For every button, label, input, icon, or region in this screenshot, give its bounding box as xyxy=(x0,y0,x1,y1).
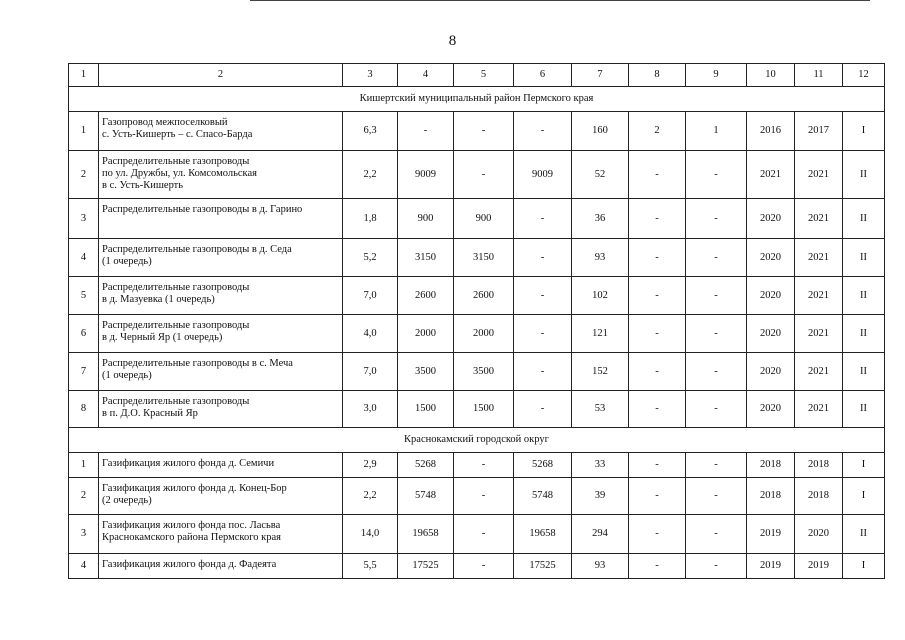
value-cell-c10: 2018 xyxy=(747,453,795,478)
value-cell-c4: 900 xyxy=(398,199,454,239)
value-cell-c5: - xyxy=(454,151,514,199)
column-header: 9 xyxy=(686,64,747,87)
value-cell-c7: 93 xyxy=(572,554,629,579)
value-cell-c9: - xyxy=(686,239,747,277)
value-cell-c11: 2021 xyxy=(795,277,843,315)
page-number: 8 xyxy=(448,33,457,49)
column-header-row xyxy=(69,64,885,87)
value-cell-c7: 152 xyxy=(572,353,629,391)
table-row xyxy=(69,199,885,239)
object-name-line: Газификация жилого фонда пос. Ласьва xyxy=(102,520,281,531)
value-cell-c11: 2020 xyxy=(795,515,843,554)
value-cell-c3: 1,8 xyxy=(343,199,398,239)
object-name-line: Распределительные газопроводы xyxy=(102,396,250,407)
value-cell-c7: 33 xyxy=(572,453,629,478)
value-cell-c5: - xyxy=(454,515,514,554)
value-cell-c8: - xyxy=(629,554,686,579)
table-row xyxy=(69,478,885,515)
value-cell-c8: - xyxy=(629,478,686,515)
value-cell-c11: 2018 xyxy=(795,478,843,515)
value-cell-c6: - xyxy=(514,277,572,315)
value-cell-c5: - xyxy=(454,478,514,515)
value-cell-c9: - xyxy=(686,515,747,554)
table-row xyxy=(69,277,885,315)
value-cell-c4: 5748 xyxy=(398,478,454,515)
value-cell-c7: 39 xyxy=(572,478,629,515)
object-name-line: в д. Черный Яр (1 очередь) xyxy=(102,332,223,343)
object-name-line: (1 очередь) xyxy=(102,370,152,381)
row-number-cell: 7 xyxy=(69,353,99,391)
row-number-cell: 1 xyxy=(69,112,99,151)
object-name-line: в д. Мазуевка (1 очередь) xyxy=(102,294,215,305)
value-cell-c11: 2021 xyxy=(795,199,843,239)
object-name-cell xyxy=(99,515,343,554)
value-cell-c6: - xyxy=(514,112,572,151)
value-cell-c10: 2019 xyxy=(747,554,795,579)
value-cell-c4: 2600 xyxy=(398,277,454,315)
object-name-cell xyxy=(99,554,343,579)
value-cell-c3: 7,0 xyxy=(343,277,398,315)
value-cell-c4: 2000 xyxy=(398,315,454,353)
value-cell-c6: - xyxy=(514,199,572,239)
object-name-cell xyxy=(99,239,343,277)
section-title: Краснокамский городской округ xyxy=(69,428,885,453)
value-cell-c12: I xyxy=(843,112,885,151)
value-cell-c6: 19658 xyxy=(514,515,572,554)
object-name-line: с. Усть-Кишерть – с. Спасо-Барда xyxy=(102,129,253,140)
value-cell-c10: 2018 xyxy=(747,478,795,515)
value-cell-c8: - xyxy=(629,453,686,478)
row-number-cell: 3 xyxy=(69,199,99,239)
value-cell-c4: - xyxy=(398,112,454,151)
table-row xyxy=(69,391,885,428)
value-cell-c3: 7,0 xyxy=(343,353,398,391)
object-name-cell xyxy=(99,199,343,239)
value-cell-c4: 17525 xyxy=(398,554,454,579)
value-cell-c8: - xyxy=(629,239,686,277)
object-name-cell xyxy=(99,315,343,353)
value-cell-c7: 102 xyxy=(572,277,629,315)
value-cell-c11: 2021 xyxy=(795,315,843,353)
row-number-cell: 1 xyxy=(69,453,99,478)
value-cell-c8: - xyxy=(629,391,686,428)
object-name-line: (2 очередь) xyxy=(102,495,152,506)
value-cell-c9: - xyxy=(686,151,747,199)
table-row xyxy=(69,554,885,579)
value-cell-c10: 2021 xyxy=(747,151,795,199)
column-header: 7 xyxy=(572,64,629,87)
row-number-cell: 2 xyxy=(69,478,99,515)
section-header-row xyxy=(69,87,885,112)
value-cell-c8: - xyxy=(629,353,686,391)
column-header: 1 xyxy=(69,64,99,87)
value-cell-c11: 2021 xyxy=(795,353,843,391)
value-cell-c7: 160 xyxy=(572,112,629,151)
value-cell-c3: 5,2 xyxy=(343,239,398,277)
value-cell-c12: II xyxy=(843,515,885,554)
value-cell-c6: 17525 xyxy=(514,554,572,579)
object-name-line: в с. Усть-Кишерть xyxy=(102,180,184,191)
value-cell-c7: 121 xyxy=(572,315,629,353)
value-cell-c9: 1 xyxy=(686,112,747,151)
value-cell-c4: 9009 xyxy=(398,151,454,199)
value-cell-c7: 294 xyxy=(572,515,629,554)
value-cell-c11: 2021 xyxy=(795,239,843,277)
value-cell-c8: - xyxy=(629,199,686,239)
object-name-line: Распределительные газопроводы xyxy=(102,282,250,293)
value-cell-c4: 1500 xyxy=(398,391,454,428)
column-header: 3 xyxy=(343,64,398,87)
column-header: 11 xyxy=(795,64,843,87)
value-cell-c12: II xyxy=(843,391,885,428)
value-cell-c9: - xyxy=(686,391,747,428)
table-row xyxy=(69,515,885,554)
object-name-line: Газификация жилого фонда д. Фадеята xyxy=(102,559,277,570)
value-cell-c3: 2,9 xyxy=(343,453,398,478)
value-cell-c6: - xyxy=(514,353,572,391)
column-header: 6 xyxy=(514,64,572,87)
value-cell-c10: 2016 xyxy=(747,112,795,151)
value-cell-c10: 2020 xyxy=(747,391,795,428)
value-cell-c8: - xyxy=(629,151,686,199)
column-header: 12 xyxy=(843,64,885,87)
table-body xyxy=(69,64,885,579)
value-cell-c5: - xyxy=(454,112,514,151)
value-cell-c5: 2600 xyxy=(454,277,514,315)
value-cell-c12: II xyxy=(843,277,885,315)
value-cell-c3: 2,2 xyxy=(343,478,398,515)
value-cell-c5: 3150 xyxy=(454,239,514,277)
value-cell-c3: 14,0 xyxy=(343,515,398,554)
value-cell-c12: I xyxy=(843,554,885,579)
value-cell-c9: - xyxy=(686,554,747,579)
row-number-cell: 4 xyxy=(69,239,99,277)
value-cell-c11: 2021 xyxy=(795,391,843,428)
value-cell-c10: 2020 xyxy=(747,315,795,353)
value-cell-c11: 2018 xyxy=(795,453,843,478)
value-cell-c3: 5,5 xyxy=(343,554,398,579)
value-cell-c6: - xyxy=(514,315,572,353)
value-cell-c12: II xyxy=(843,239,885,277)
row-number-cell: 3 xyxy=(69,515,99,554)
value-cell-c6: - xyxy=(514,239,572,277)
object-name-cell xyxy=(99,277,343,315)
object-name-line: Распределительные газопроводы в д. Седа xyxy=(102,244,292,255)
column-header: 4 xyxy=(398,64,454,87)
object-name-cell xyxy=(99,151,343,199)
value-cell-c6: 5268 xyxy=(514,453,572,478)
section-title: Кишертский муниципальный район Пермского края xyxy=(69,87,885,112)
value-cell-c8: - xyxy=(629,277,686,315)
table-row xyxy=(69,112,885,151)
value-cell-c6: 5748 xyxy=(514,478,572,515)
value-cell-c11: 2019 xyxy=(795,554,843,579)
table-row xyxy=(69,353,885,391)
object-name-line: Краснокамского района Пермского края xyxy=(102,532,281,543)
value-cell-c12: I xyxy=(843,478,885,515)
object-name-cell xyxy=(99,391,343,428)
value-cell-c6: - xyxy=(514,391,572,428)
value-cell-c10: 2019 xyxy=(747,515,795,554)
top-rule xyxy=(250,0,870,1)
object-name-cell xyxy=(99,353,343,391)
value-cell-c5: 3500 xyxy=(454,353,514,391)
value-cell-c6: 9009 xyxy=(514,151,572,199)
object-name-cell xyxy=(99,478,343,515)
row-number-cell: 5 xyxy=(69,277,99,315)
value-cell-c9: - xyxy=(686,353,747,391)
object-name-line: в п. Д.О. Красный Яр xyxy=(102,408,198,419)
row-number-cell: 4 xyxy=(69,554,99,579)
value-cell-c12: II xyxy=(843,151,885,199)
object-name-line: Газификация жилого фонда д. Конец-Бор xyxy=(102,483,287,494)
value-cell-c12: I xyxy=(843,453,885,478)
column-header: 8 xyxy=(629,64,686,87)
value-cell-c11: 2021 xyxy=(795,151,843,199)
table-row xyxy=(69,151,885,199)
gas-pipeline-table xyxy=(68,63,885,579)
value-cell-c4: 19658 xyxy=(398,515,454,554)
value-cell-c8: 2 xyxy=(629,112,686,151)
column-header: 10 xyxy=(747,64,795,87)
row-number-cell: 8 xyxy=(69,391,99,428)
value-cell-c12: II xyxy=(843,199,885,239)
object-name-line: Газопровод межпоселковый xyxy=(102,117,228,128)
value-cell-c9: - xyxy=(686,315,747,353)
table-row xyxy=(69,453,885,478)
table-row xyxy=(69,315,885,353)
value-cell-c7: 93 xyxy=(572,239,629,277)
value-cell-c3: 2,2 xyxy=(343,151,398,199)
value-cell-c11: 2017 xyxy=(795,112,843,151)
value-cell-c8: - xyxy=(629,515,686,554)
value-cell-c9: - xyxy=(686,199,747,239)
object-name-line: Газификация жилого фонда д. Семичи xyxy=(102,458,275,469)
value-cell-c5: 900 xyxy=(454,199,514,239)
object-name-line: (1 очередь) xyxy=(102,256,152,267)
object-name-line: Распределительные газопроводы xyxy=(102,320,250,331)
row-number-cell: 6 xyxy=(69,315,99,353)
column-header: 2 xyxy=(99,64,343,87)
value-cell-c9: - xyxy=(686,478,747,515)
object-name-line: Распределительные газопроводы в д. Гарино xyxy=(102,204,303,215)
value-cell-c7: 36 xyxy=(572,199,629,239)
value-cell-c10: 2020 xyxy=(747,239,795,277)
value-cell-c3: 3,0 xyxy=(343,391,398,428)
value-cell-c5: - xyxy=(454,453,514,478)
value-cell-c12: II xyxy=(843,315,885,353)
value-cell-c12: II xyxy=(843,353,885,391)
value-cell-c4: 3150 xyxy=(398,239,454,277)
object-name-cell xyxy=(99,112,343,151)
object-name-line: Распределительные газопроводы в с. Меча xyxy=(102,358,293,369)
value-cell-c5: 2000 xyxy=(454,315,514,353)
value-cell-c7: 53 xyxy=(572,391,629,428)
object-name-line: Распределительные газопроводы xyxy=(102,156,250,167)
value-cell-c3: 6,3 xyxy=(343,112,398,151)
row-number-cell: 2 xyxy=(69,151,99,199)
value-cell-c7: 52 xyxy=(572,151,629,199)
value-cell-c8: - xyxy=(629,315,686,353)
value-cell-c5: 1500 xyxy=(454,391,514,428)
value-cell-c9: - xyxy=(686,277,747,315)
column-header: 5 xyxy=(454,64,514,87)
value-cell-c4: 5268 xyxy=(398,453,454,478)
value-cell-c10: 2020 xyxy=(747,199,795,239)
value-cell-c5: - xyxy=(454,554,514,579)
value-cell-c4: 3500 xyxy=(398,353,454,391)
value-cell-c10: 2020 xyxy=(747,353,795,391)
section-header-row xyxy=(69,428,885,453)
table-row xyxy=(69,239,885,277)
value-cell-c9: - xyxy=(686,453,747,478)
object-name-line: по ул. Дружбы, ул. Комсомольская xyxy=(102,168,257,179)
value-cell-c10: 2020 xyxy=(747,277,795,315)
object-name-cell xyxy=(99,453,343,478)
value-cell-c3: 4,0 xyxy=(343,315,398,353)
